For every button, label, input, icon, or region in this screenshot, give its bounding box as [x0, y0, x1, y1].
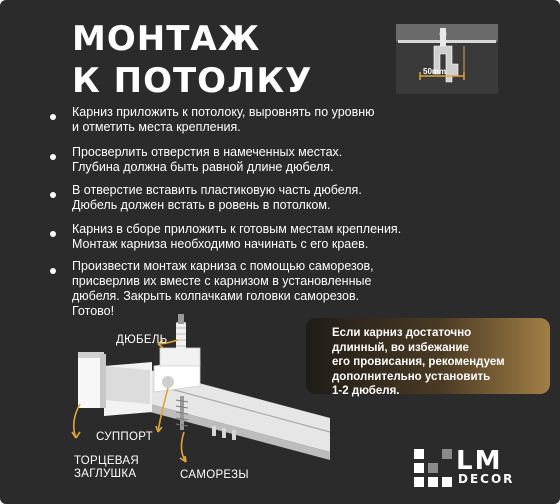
logo-grid-icon: [414, 449, 452, 487]
step-text: Готово!: [72, 304, 115, 318]
dimension-label: 50mm: [423, 67, 447, 76]
note-line: его провисания, рекомендуем: [332, 356, 505, 368]
recommendation-note: [306, 318, 550, 397]
step-text: Карниз в сборе приложить к готовым местам крепления.: [72, 222, 402, 236]
note-text: [332, 326, 505, 399]
step-text: присверлив их вместе с карнизом в установленные: [72, 274, 372, 288]
note-line: 1-2 дюбеля.: [332, 385, 400, 397]
note-line: длинный, во избежание: [332, 341, 469, 354]
ceiling-profile-diagram: [396, 24, 498, 94]
bullet-icon: [50, 154, 56, 160]
support-label: СУППОРТ: [96, 431, 153, 443]
step-text: Произвести монтаж карниза с помощью саморезов,: [72, 259, 374, 273]
bullet-icon: [50, 231, 56, 237]
step-item: [50, 222, 401, 252]
screws-label: САМОРЕЗЫ: [180, 469, 249, 481]
step-text: дюбеля. Закрыть колпачками головки саморезов.: [72, 289, 360, 303]
step-text: и отметить места крепления.: [72, 120, 241, 134]
dowel-label: ДЮБЕЛЬ: [116, 334, 168, 346]
step-text: Карниз приложить к потолоку, выровнять по уровню: [72, 105, 375, 119]
page-title: [72, 18, 312, 102]
step-text: Просверлить отверстия в намеченных местах.: [72, 145, 343, 159]
step-item: [50, 183, 362, 213]
step-text: Монтаж карниза необходимо начинать с его краев.: [72, 237, 369, 251]
end-cap-label-line: ТОРЦЕВАЯ: [74, 455, 139, 467]
end-cap-label-line: ЗАГЛУШКА: [74, 468, 137, 480]
title-line-2: К ПОТОЛКУ: [72, 61, 313, 101]
brand-logo: [414, 446, 515, 492]
step-text: Дюбель должен встать в ровень в потолком.: [72, 198, 331, 212]
note-line: Если карниз достаточно: [332, 327, 472, 339]
logo-mark: LM: [456, 446, 503, 476]
step-text: Глубина должна быть равной длине дюбеля.: [72, 160, 334, 174]
bullet-icon: [50, 114, 56, 120]
logo-sub: DECOR: [458, 472, 515, 486]
bullet-icon: [50, 192, 56, 198]
step-item: [50, 105, 375, 135]
title-line-1: МОНТАЖ: [72, 19, 261, 59]
note-line: дополнительно установить: [332, 370, 491, 383]
step-text: В отверстие вставить пластиковую часть дюбеля.: [72, 183, 362, 197]
cornice-illustration: [0, 300, 340, 504]
bullet-icon: [50, 268, 56, 274]
step-item: [50, 145, 342, 175]
end-cap-label: [74, 455, 139, 481]
